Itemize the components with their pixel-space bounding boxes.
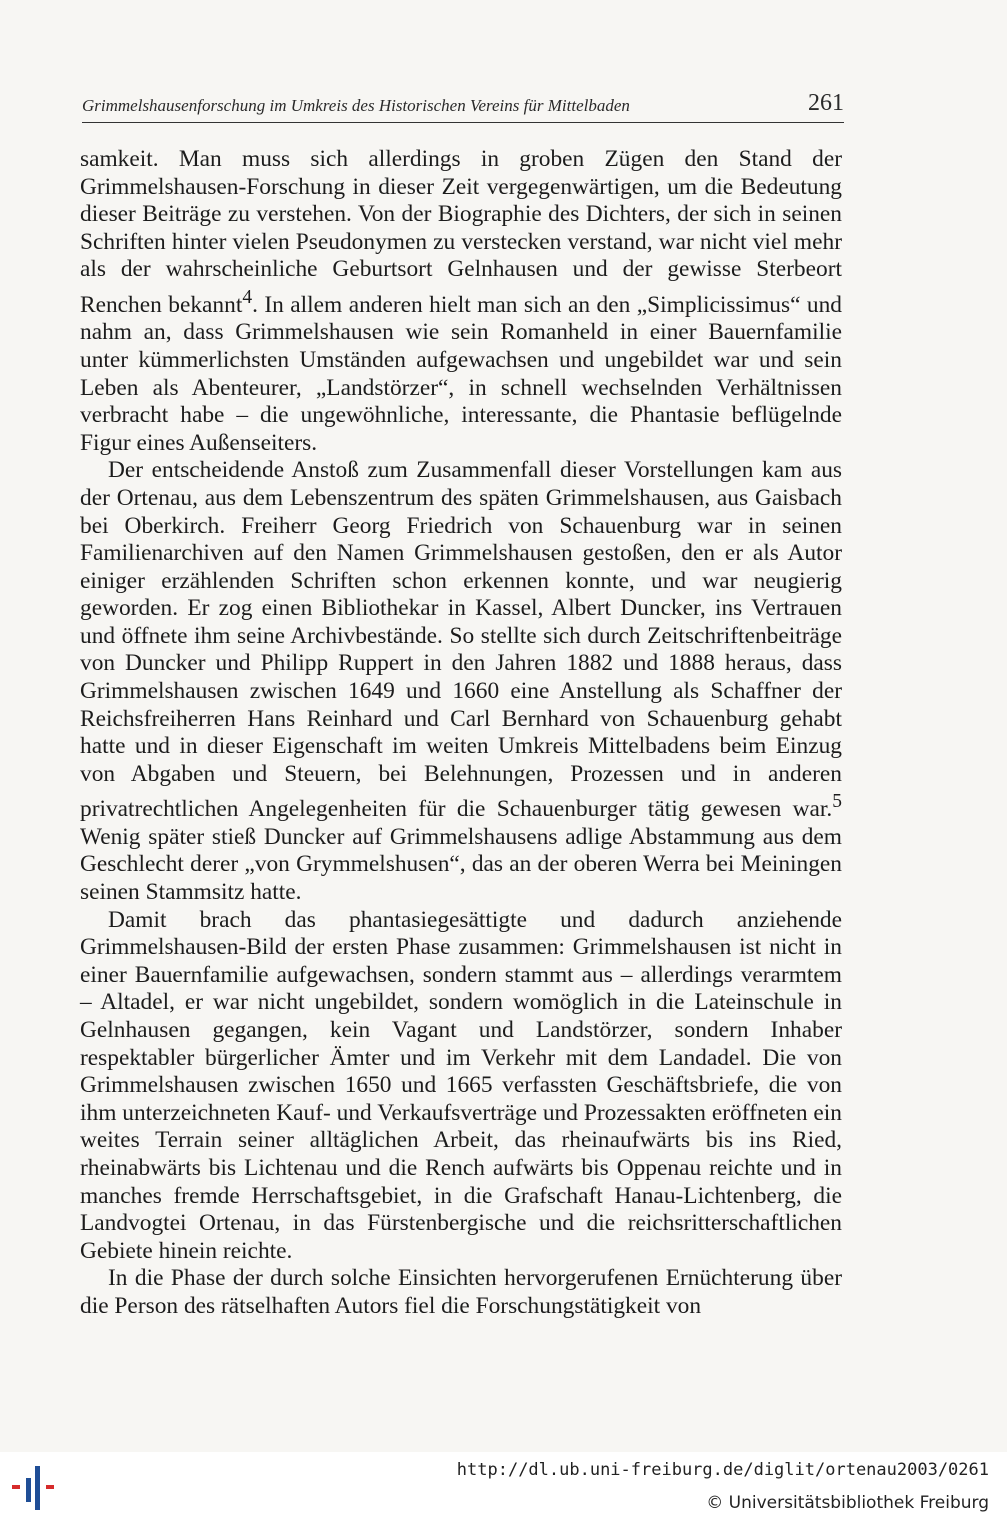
footnote-ref-5: 5 (832, 791, 842, 813)
paragraph-1-text-a: samkeit. Man muss sich allerdings in groben Zügen den Stand der Grimmelshausen-Forschung in dieser Zeit vergegenwärtigen, um die Bedeutung dieser Beiträge zu verstehen. Von der Biographie des Dichters, der sich in seinen Schriften hinter vielen Pseudonymen zu verstecken verstand, war nicht viel mehr als der wahrscheinliche Geburtsort Gelnhausen und der gewisse Sterbeort Renchen bekannt (80, 146, 842, 318)
paragraph-3-text: Damit brach das phantasiegesättigte und dadurch anziehende Grimmelshausen-Bild der ersten Phase zusammen: Grimmelshausen ist nicht in einer Bauernfamilie aufgewachsen, sondern stammt aus – allerdings verarmtem – Altadel, er war nicht ungebildet, sondern womöglich in die Lateinschule in Gelnhausen gegangen, kein Vagant und Landstörzer, sondern Inhaber respektabler bürgerlicher Ämter und im Verkehr mit dem Landadel. Die von Grimmelshausen zwischen 1650 und 1665 verfassten Geschäftsbriefe, die von ihm unterzeichneten Kauf- und Verkaufsverträge und Prozessakten eröffneten ein weites Terrain seiner alltäglichen Arbeit, das rheinaufwärts bis ins Ried, rheinabwärts bis Lichtenau und die Rench aufwärts bis Oppenau reichte und in manches fremde Herrschaftsgebiet, in die Grafschaft Hanau-Lichtenberg, die Landvogtei Ortenau, in das Fürstenbergische und die reichsritterschaftlichen Gebiete hinein reichte. (80, 906, 842, 1264)
running-title: Grimmelshausenforschung im Umkreis des Historischen Vereins für Mittelbaden (82, 96, 630, 115)
library-footer (0, 1452, 1007, 1525)
source-url-link[interactable]: http://dl.ub.uni-freiburg.de/diglit/ortenau2003/0261 (456, 1460, 989, 1480)
paragraph-1-text-b: . In allem anderen hielt man sich an den „Simplicissimus“ und nahm an, dass Grimmelshausen wie sein Romanheld in einer Bauernfamilie unter kümmerlichsten Umständen aufgewachsen und ungebildet war und sein Leben als Abenteurer, „Landstörzer“, in schnell wechselnden Verhältnissen verbracht habe – die ungewöhnliche, interessante, die Phantasie beflügelnde Figur eines Außenseiters. (80, 291, 842, 456)
running-head (82, 92, 844, 123)
body-text (80, 146, 842, 1321)
paragraph-2-text-b: Wenig später stieß Duncker auf Grimmelshausens adlige Abstammung aus dem Geschlecht derer „von Grymmelshusen“, das an der oberen Werra bei Meiningen seinen Stammsitz hatte. (80, 823, 842, 906)
paragraph-4-text: In die Phase der durch solche Einsichten hervorgerufenen Ernüchterung über die Person des rätselhaften Autors fiel die Forschungstätigkeit von (80, 1265, 842, 1319)
paragraph-2 (80, 457, 842, 906)
footnote-ref-4: 4 (242, 286, 253, 308)
page-number: 261 (808, 90, 844, 116)
paragraph-1 (80, 146, 842, 457)
ub-freiburg-logo-icon (10, 1464, 66, 1514)
paragraph-4 (80, 1265, 842, 1320)
paragraph-3 (80, 907, 842, 1266)
copyright-notice: © Universitätsbibliothek Freiburg (706, 1493, 989, 1513)
paragraph-2-text-a: Der entscheidende Anstoß zum Zusammenfall dieser Vorstellungen kam aus der Ortenau, aus dem Lebenszentrum des späten Grimmelshausen, aus Gaisbach bei Oberkirch. Freiherr Georg Friedrich von Schauenburg war in seinen Familienarchiven auf den Namen Grimmelshausen gestoßen, den er als Autor einiger erzählenden Schriften schon erkennen konnte, und war neugierig geworden. Er zog einen Bibliothekar in Kassel, Albert Duncker, ins Vertrauen und öffnete ihm seine Archivbestände. So stellte sich durch Zeitschriftenbeiträge von Duncker und Philipp Ruppert in den Jahren 1882 und 1888 heraus, dass Grimmelshausen zwischen 1649 und 1660 eine Anstellung als Schaffner der Reichsfreiherren Hans Reinhard und Carl Bernhard von Schauenburg gehabt hatte und in dieser Eigenschaft im weiten Umkreis Mittelbadens beim Einzug von Abgaben und Steuern, bei Belehnungen, Prozessen und in anderen privatrechtlichen Angelegenheiten für die Schauenburger tätig gewesen war. (80, 457, 842, 823)
